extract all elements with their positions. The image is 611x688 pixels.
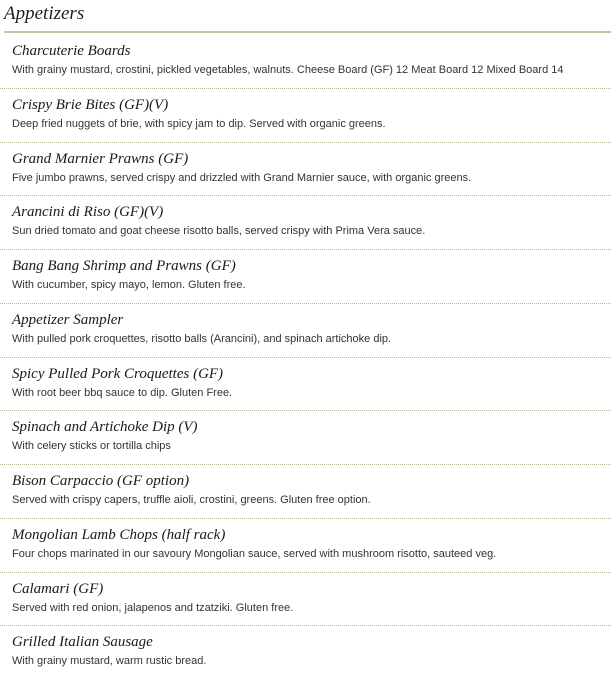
menu-item-name: Bang Bang Shrimp and Prawns (GF)	[12, 258, 236, 274]
menu-item-name: Mongolian Lamb Chops (half rack)	[12, 526, 226, 543]
menu-item-name: Calamari (GF)	[12, 580, 104, 597]
menu-item-name: Appetizer Sampler	[12, 311, 124, 328]
menu-item-description: Served with crispy capers, truffle aioli, crostini, greens. Gluten free option.	[12, 494, 371, 506]
section-title: Appetizers	[4, 3, 85, 24]
menu-item	[0, 626, 611, 680]
menu-item	[0, 89, 611, 143]
menu-item	[0, 250, 611, 304]
menu-item-description: With pulled pork croquettes, risotto balls (Arancini), and spinach artichoke dip.	[12, 332, 392, 345]
menu-item-name: Spicy Pulled Pork Croquettes (GF)	[12, 365, 224, 382]
menu-item	[0, 196, 611, 250]
menu-item	[0, 465, 611, 519]
menu-item-description: With cucumber, spicy mayo, lemon. Gluten free.	[12, 279, 246, 291]
menu-item-description: With grainy mustard, warm rustic bread.	[12, 655, 207, 668]
menu-item-name: Grilled Italian Sausage	[12, 634, 153, 651]
header-divider	[4, 31, 611, 33]
menu-item-name: Bison Carpaccio (GF option)	[12, 473, 190, 489]
menu-item-list	[0, 35, 611, 680]
menu-item-name: Crispy Brie Bites (GF)(V)	[12, 96, 169, 113]
menu-item-description: With grainy mustard, crostini, pickled vegetables, walnuts. Cheese Board (GF) 12 Meat Board 12 Mixed Board 14	[12, 64, 564, 76]
menu-item-name: Arancini di Riso (GF)(V)	[12, 204, 164, 221]
menu-item	[0, 35, 611, 89]
menu-item	[0, 304, 611, 358]
menu-item	[0, 358, 611, 412]
menu-item-description: Deep fried nuggets of brie, with spicy jam to dip. Served with organic greens.	[12, 117, 386, 130]
menu-item-description: Sun dried tomato and goat cheese risotto balls, served crispy with Prima Vera sauce.	[12, 225, 426, 238]
menu-item	[0, 573, 611, 627]
menu-item-description: With celery sticks or tortilla chips	[12, 440, 171, 453]
menu-item-name: Spinach and Artichoke Dip (V)	[12, 419, 198, 436]
menu-item-description: Five jumbo prawns, served crispy and drizzled with Grand Marnier sauce, with organic greens.	[12, 171, 472, 184]
menu-item-description: Served with red onion, jalapenos and tzatziki. Gluten free.	[12, 601, 294, 614]
section-header	[0, 0, 611, 33]
menu-item	[0, 519, 611, 573]
menu-item-description: With root beer bbq sauce to dip. Gluten Free.	[12, 386, 233, 399]
menu-item-description: Four chops marinated in our savoury Mongolian sauce, served with mushroom risotto, sauteed veg.	[12, 547, 497, 560]
menu-item	[0, 411, 611, 465]
menu-item-name: Charcuterie Boards	[12, 43, 131, 59]
menu-item	[0, 143, 611, 197]
menu-item-name: Grand Marnier Prawns (GF)	[12, 150, 189, 167]
